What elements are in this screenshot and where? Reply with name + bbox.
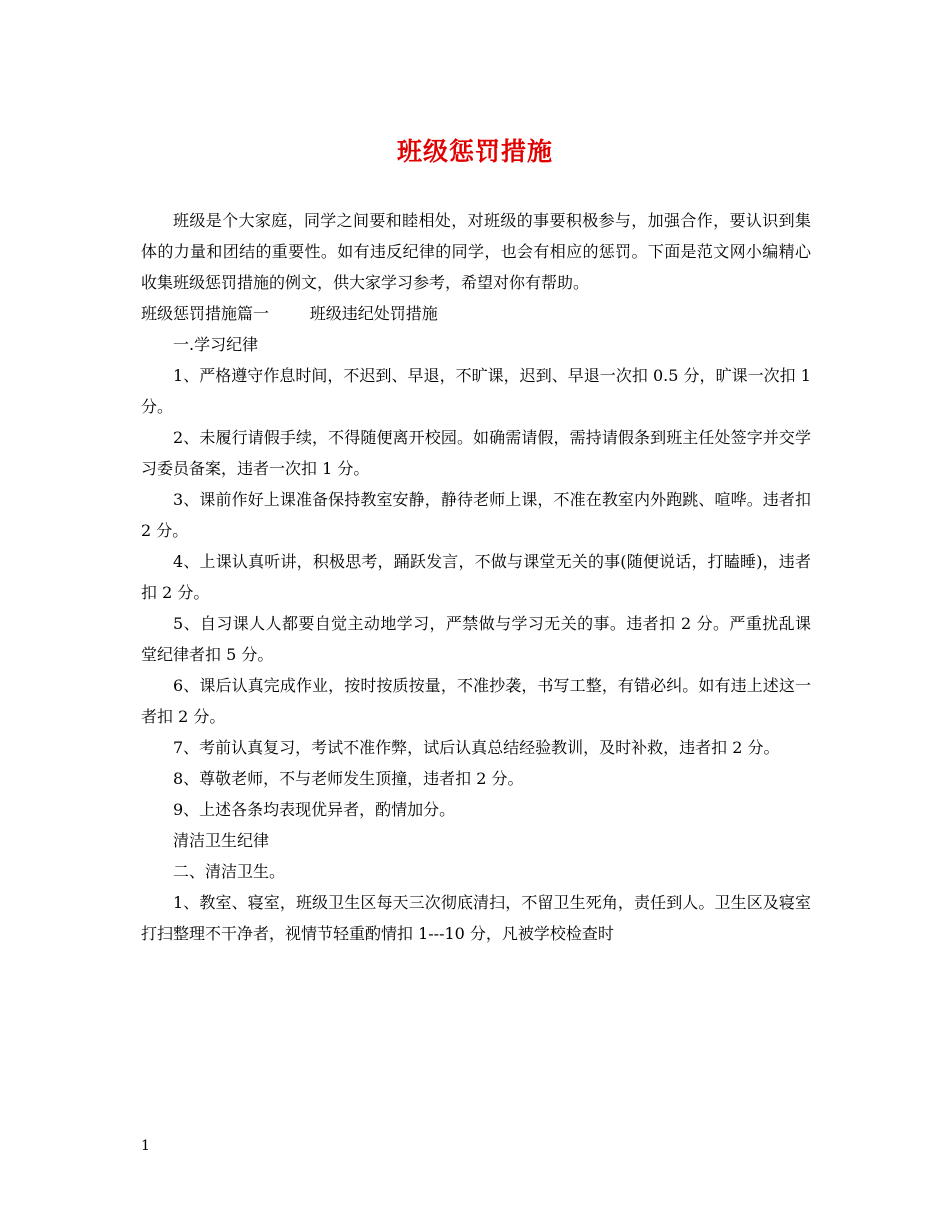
page-number: 1 (141, 1138, 150, 1154)
paragraph: 一.学习纪律 (173, 335, 259, 354)
paragraph: 1、严格遵守作息时间，不迟到、早退，不旷课，迟到、早退一次扣 0.5 分，旷课一次扣 1 分。 (141, 366, 811, 416)
page-title: 班级惩罚措施 (396, 137, 553, 166)
paragraph: 二、清洁卫生。 (173, 862, 286, 881)
paragraph: 8、尊敬老师，不与老师发生顶撞，违者扣 2 分。 (173, 769, 524, 788)
paragraph: 3、课前作好上课准备保持教室安静，静待老师上课，不准在教室内外跑跳、喧哗。违者扣 2 分。 (141, 490, 811, 540)
paragraph: 7、考前认真复习，考试不准作弊，试后认真总结经验教训，及时补救，违者扣 2 分。 (173, 738, 780, 757)
intro-paragraph: 班级是个大家庭，同学之间要和睦相处，对班级的事要积极参与，加强合作，要认识到集体的力量和团结的重要性。如有违反纪律的同学，也会有相应的惩罚。下面是范文网小编精心收集班级惩罚措施的例文，供大家学习参考，希望对你有帮助。 (141, 211, 811, 292)
document-body (141, 205, 811, 949)
paragraph: 9、上述各条均表现优异者，酌情加分。 (173, 800, 456, 819)
paragraph: 1、教室、寝室，班级卫生区每天三次彻底清扫，不留卫生死角，责任到人。卫生区及寝室打扫整理不干净者，视情节轻重酌情扣 1---10 分，凡被学校检查时 (141, 893, 811, 943)
paragraph: 5、自习课人人都要自觉主动地学习，严禁做与学习无关的事。违者扣 2 分。严重扰乱课堂纪律者扣 5 分。 (141, 614, 811, 664)
paragraph: 清洁卫生纪律 (173, 831, 270, 850)
paragraph: 4、上课认真听讲，积极思考，踊跃发言，不做与课堂无关的事(随便说话，打瞌睡)，违者扣 2 分。 (141, 552, 811, 602)
section-heading: 班级惩罚措施篇一 班级违纪处罚措施 (141, 304, 438, 323)
paragraph: 6、课后认真完成作业，按时按质按量，不准抄袭，书写工整，有错必纠。如有违上述这一者扣 2 分。 (141, 676, 811, 726)
paragraph: 2、未履行请假手续，不得随便离开校园。如确需请假，需持请假条到班主任处签字并交学习委员备案，违者一次扣 1 分。 (141, 428, 811, 478)
